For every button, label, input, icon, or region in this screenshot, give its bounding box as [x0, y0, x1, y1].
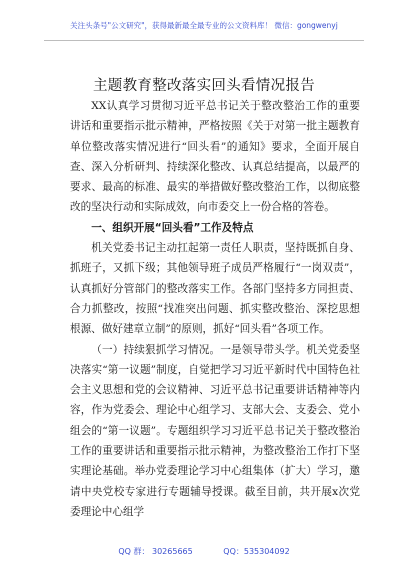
document-body [70, 96, 360, 522]
header-promo-note: 关注头条号"公文研究"，获得最新最全最专业的公文资料库！ 微信：gongwenyj [70, 21, 338, 30]
document-title: 主题教育整改落实回头看情况报告 [93, 78, 315, 94]
body-paragraph-2: （一）持续狠抓学习情况。一是领导带头学。机关党委坚决落实“第一议题”制度，自觉把学习习近平新时代中国特色社会主义思想和党的会议精神、习近平总书记重要讲话精神等内容，作为党委会、理论中心组学习、支部大会、支委会、党小组会的“第一议题”。专题组织学习习近平总书记关于整改整治工作的重要讲话和重要指示批示精神，为整改整治工作打下坚实理论基础。举办党委理论学习中心组集体（扩大）学习，邀请中央党校专家进行专题辅导授课。截至目前，共开展x次党委理论中心组学 [70, 343, 360, 518]
intro-paragraph: XX认真学习贯彻习近平总书记关于整改整治工作的重要讲话和重要指示批示精神，严格按照《关于对第一批主题教育单位整改落实情况进行“回头看”的通知》要求，全面开展自查、深入分析研判、持续深化整改、认真总结提高，以最严的要求、最高的标准、最实的举措做好整改整治工作，以彻底整改的坚决行动和实际成效，向市委交上一份合格的答卷。 [70, 100, 360, 214]
footer-qq-group: QQ 群： 30265665 [118, 547, 193, 556]
section-heading: 一、组织开展“回头看”工作及特点 [91, 221, 254, 234]
footer-qq: QQ：535304092 [223, 547, 290, 556]
body-paragraph-1: 机关党委书记主动扛起第一责任人职责，坚持既抓自身、抓班子，又抓下级；其他领导班子成员严格履行“一岗双责”，认真抓好分管部门的整改落实工作。各部门坚持多方同担责、合力抓整改，按照“找准突出问题、抓实整改整治、深挖思想根源、做好建章立制”的原则，抓好“回头看”各项工作。 [70, 242, 360, 336]
header-divider [44, 40, 364, 41]
footer-contact [0, 546, 408, 557]
